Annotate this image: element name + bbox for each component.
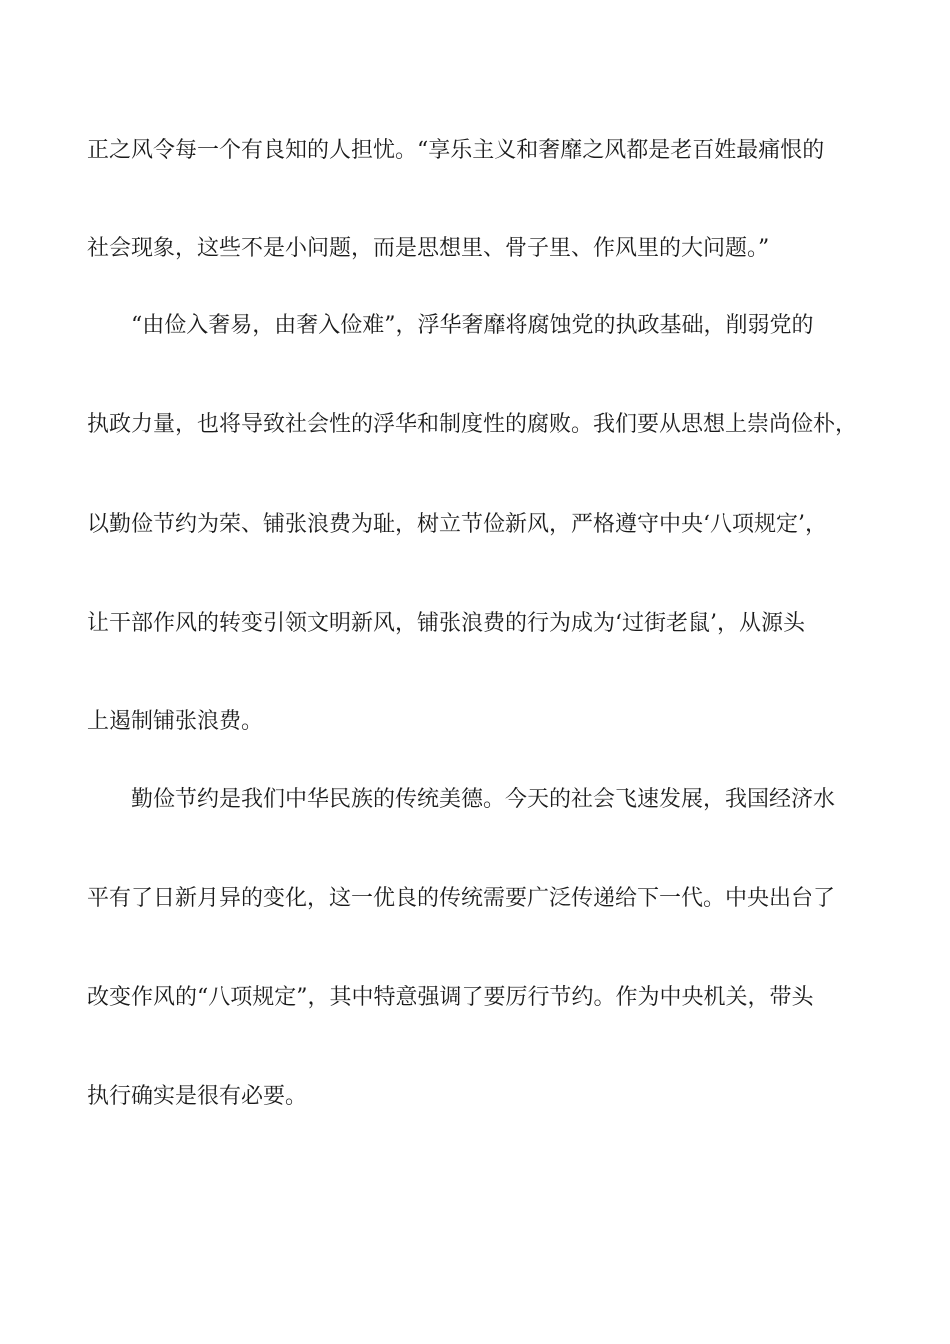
text-line: 改变作风的“八项规定”，其中特意强调了要厉行节约。作为中央机关，带头 bbox=[87, 985, 814, 1010]
paragraph-first-line: 勤俭节约是我们中华民族的传统美德。今天的社会飞速发展，我国经济水 bbox=[131, 787, 836, 812]
text-line: 让干部作风的转变引领文明新风，铺张浪费的行为成为‘过街老鼠’，从源头 bbox=[87, 611, 805, 636]
text-line: 执行确实是很有必要。 bbox=[87, 1084, 308, 1109]
text-line: 平有了日新月异的变化，这一优良的传统需要广泛传递给下一代。中央出台了 bbox=[87, 886, 836, 911]
text-line: 以勤俭节约为荣、铺张浪费为耻，树立节俭新风，严格遵守中央‘八项规定’， bbox=[87, 512, 827, 537]
text-line: 正之风令每一个有良知的人担忧。“享乐主义和奢靡之风都是老百姓最痛恨的 bbox=[87, 138, 825, 163]
text-line: 执政力量，也将导致社会性的浮华和制度性的腐败。我们要从思想上崇尚俭朴， bbox=[87, 412, 858, 437]
paragraph-first-line: “由俭入奢易，由奢入俭难”，浮华奢靡将腐蚀党的执政基础，削弱党的 bbox=[131, 313, 814, 338]
text-line: 上遏制铺张浪费。 bbox=[87, 709, 264, 734]
text-line: 社会现象，这些不是小问题，而是思想里、骨子里、作风里的大问题。” bbox=[87, 236, 770, 261]
